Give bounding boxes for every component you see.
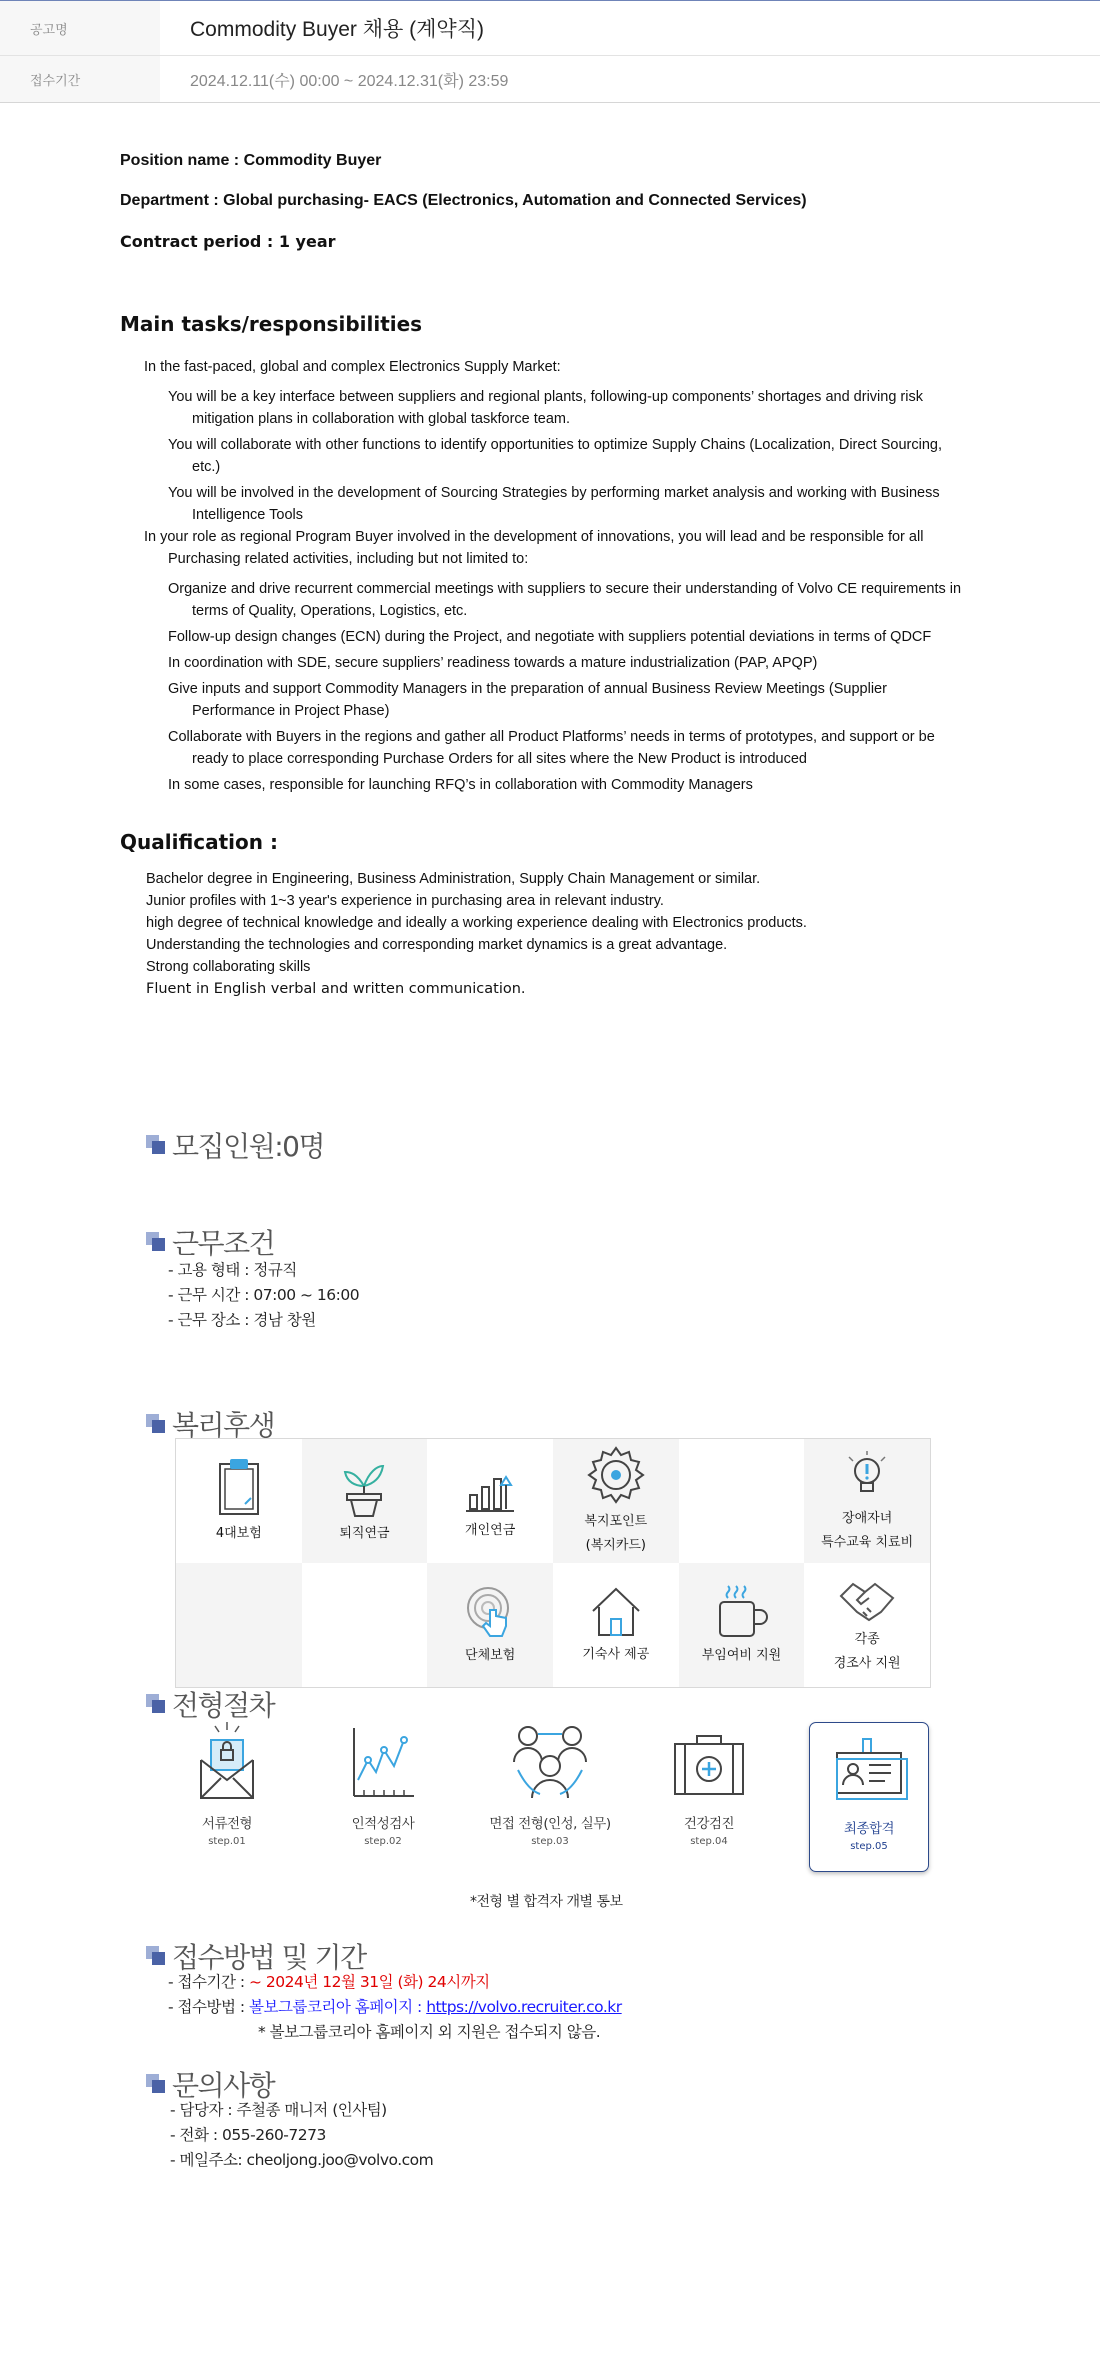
period-row [0,56,1100,103]
process-section-heading: 전형절차 [146,1684,274,1724]
benefit-dormitory: 기숙사 제공 [553,1563,679,1687]
task-item: You will be a key interface between suppliers and regional plants, following-up components’ shortages and driving risk [168,389,923,405]
benefit-empty-cell [176,1563,302,1687]
title-key: 공고명 [0,1,160,55]
responsibility-item: In coordination with SDE, secure suppliers’ readiness towards a mature industrialization (PAP, APQP) [168,655,818,671]
benefits-section-heading: 복리후생 [146,1404,274,1444]
apply-method-line: - 접수방법 : 볼보그룹코리아 홈페이지 : https://volvo.recruiter.co.kr [168,1998,622,2016]
clipboard-icon [212,1456,266,1518]
apply-period-line: - 접수기간 : ~ 2024년 12월 31일 (화) 24시까지 [168,1973,490,1991]
period-key: 접수기간 [0,56,160,102]
qualification-item: Fluent in English verbal and written communication. [146,981,526,997]
responsibility-item: Organize and drive recurrent commercial meetings with suppliers to secure their understanding of Volvo CE requirements in [168,581,962,597]
responsibility-item-cont: ready to place corresponding Purchase Orders for all sites where the New Product is introduced [192,751,807,767]
coffee-mug-icon [712,1582,770,1640]
qualification-item: high degree of technical knowledge and ideally a working experience dealing with Electronics products. [146,915,807,931]
qualification-item: Strong collaborating skills [146,959,311,975]
target-touch-icon [462,1582,518,1640]
contact-email: - 메일주소: cheoljong.joo@volvo.com [170,2151,434,2169]
section-bullet-icon [146,1135,166,1155]
benefit-group-insurance: 단체보험 [427,1563,553,1687]
responsibility-item: Give inputs and support Commodity Managers in the preparation of annual Business Review Meetings (Supplier [168,681,887,697]
benefit-welfare-points: 복지포인트 (복지카드) [553,1439,679,1563]
tasks-intro-2-cont: Purchasing related activities, including but not limited to: [168,551,529,567]
qualification-item: Understanding the technologies and corresponding market dynamics is a great advantage. [146,937,728,953]
position-name: Position name : Commodity Buyer [120,152,382,169]
responsibility-item-cont: Performance in Project Phase) [192,703,390,719]
tasks-intro: In the fast-paced, global and complex Electronics Supply Market: [144,359,561,375]
section-bullet-icon [146,1414,166,1434]
condition-employment: - 고용 형태 : 정규직 [168,1261,297,1279]
job-title: Commodity Buyer 채용 (계약직) [190,18,484,41]
condition-hours: - 근무 시간 : 07:00 ~ 16:00 [168,1286,360,1304]
contact-section-heading: 문의사항 [146,2064,274,2104]
process-steps [150,1720,940,1872]
task-item: You will collaborate with other functions to identify opportunities to optimize Supply Chains (Localization, Direct Sourcing, [168,437,943,453]
id-card-icon [829,1735,909,1815]
benefits-grid [175,1438,931,1688]
section-bullet-icon [146,2074,166,2094]
step-interview: 면접 전형(인성, 실무) step.03 [480,1720,620,1870]
apply-deadline: ~ 2024년 12월 31일 (화) 24시까지 [249,1973,490,1991]
gear-icon [585,1444,647,1506]
qualification-item: Bachelor degree in Engineering, Business Administration, Supply Chain Management or similar. [146,871,761,887]
responsibility-item: In some cases, responsible for launching RFQ’s in collaboration with Commodity Managers [168,777,753,793]
envelope-lock-icon [195,1720,259,1802]
step-document-screening: 서류전형 step.01 [167,1720,287,1870]
section-bullet-icon [146,1694,166,1714]
process-note: *전형 별 합격자 개별 통보 [470,1894,623,1910]
benefit-empty-cell [679,1439,805,1563]
responsibility-item-cont: terms of Quality, Operations, Logistics, etc. [192,603,468,619]
section-bullet-icon [146,1232,166,1252]
apply-url-link[interactable]: https://volvo.recruiter.co.kr [426,1998,622,2016]
lightbulb-icon [839,1447,895,1503]
tasks-intro-2: In your role as regional Program Buyer involved in the development of innovations, you will lead and be responsible for all [144,529,924,545]
house-icon [587,1583,645,1639]
task-item: You will be involved in the development of Sourcing Strategies by performing market analysis and working with Business [168,485,940,501]
title-row [0,1,1100,56]
step-health-check: 건강검진 step.04 [649,1720,769,1870]
task-item-cont: etc.) [192,459,221,475]
section-bullet-icon [146,1946,166,1966]
benefit-relocation-expense: 부임여비 지원 [679,1563,805,1687]
responsibility-item: Collaborate with Buyers in the regions and gather all Product Platforms’ needs in terms of prototypes, and support or be [168,729,935,745]
task-item-cont: Intelligence Tools [192,507,303,523]
task-item-cont: mitigation plans in collaboration with global taskforce team. [192,411,571,427]
medical-kit-icon [671,1720,747,1802]
benefit-disabled-child-education: 장애자녀 특수교육 치료비 [804,1439,930,1563]
people-group-icon [508,1720,592,1802]
contact-person: - 담당자 : 주철종 매니저 (인사팀) [170,2101,387,2119]
conditions-section-heading: 근무조건 [146,1222,274,1262]
benefit-personal-pension: 개인연금 [427,1439,553,1563]
qualification-item: Junior profiles with 1~3 year's experience in purchasing area in relevant industry. [146,893,664,909]
benefit-family-events: 각종 경조사 지원 [804,1563,930,1687]
condition-location: - 근무 장소 : 경남 창원 [168,1311,316,1329]
line-graph-icon [348,1720,418,1802]
department: Department : Global purchasing- EACS (Electronics, Automation and Connected Services) [120,192,807,209]
responsibility-item: Follow-up design changes (ECN) during the Project, and negotiate with suppliers potential deviations in terms of QDCF [168,629,932,645]
plant-pot-icon [337,1456,391,1518]
benefit-insurance: 4대보험 [176,1439,302,1563]
contact-phone: - 전화 : 055-260-7273 [170,2126,326,2144]
step-aptitude-test: 인적성검사 step.02 [323,1720,443,1870]
step-final-pass: 최종합격 step.05 [809,1722,929,1872]
apply-note: * 볼보그룹코리아 홈페이지 외 지원은 접수되지 않음. [258,2023,601,2041]
contract-period: Contract period : 1 year [120,232,336,251]
bar-chart-icon [462,1459,518,1515]
benefit-retirement-pension: 퇴직연금 [302,1439,428,1563]
benefit-empty-cell [302,1563,428,1687]
recruit-section-heading: 모집인원:0명 [146,1125,324,1165]
handshake-icon [837,1574,897,1624]
apply-method-site: 볼보그룹코리아 홈페이지 : [249,1998,427,2016]
apply-section-heading: 접수방법 및 기간 [146,1936,366,1976]
application-period: 2024.12.11(수) 00:00 ~ 2024.12.31(화) 23:59 [190,72,509,90]
tasks-heading: Main tasks/responsibilities [120,312,423,336]
qualification-heading: Qualification : [120,830,278,854]
